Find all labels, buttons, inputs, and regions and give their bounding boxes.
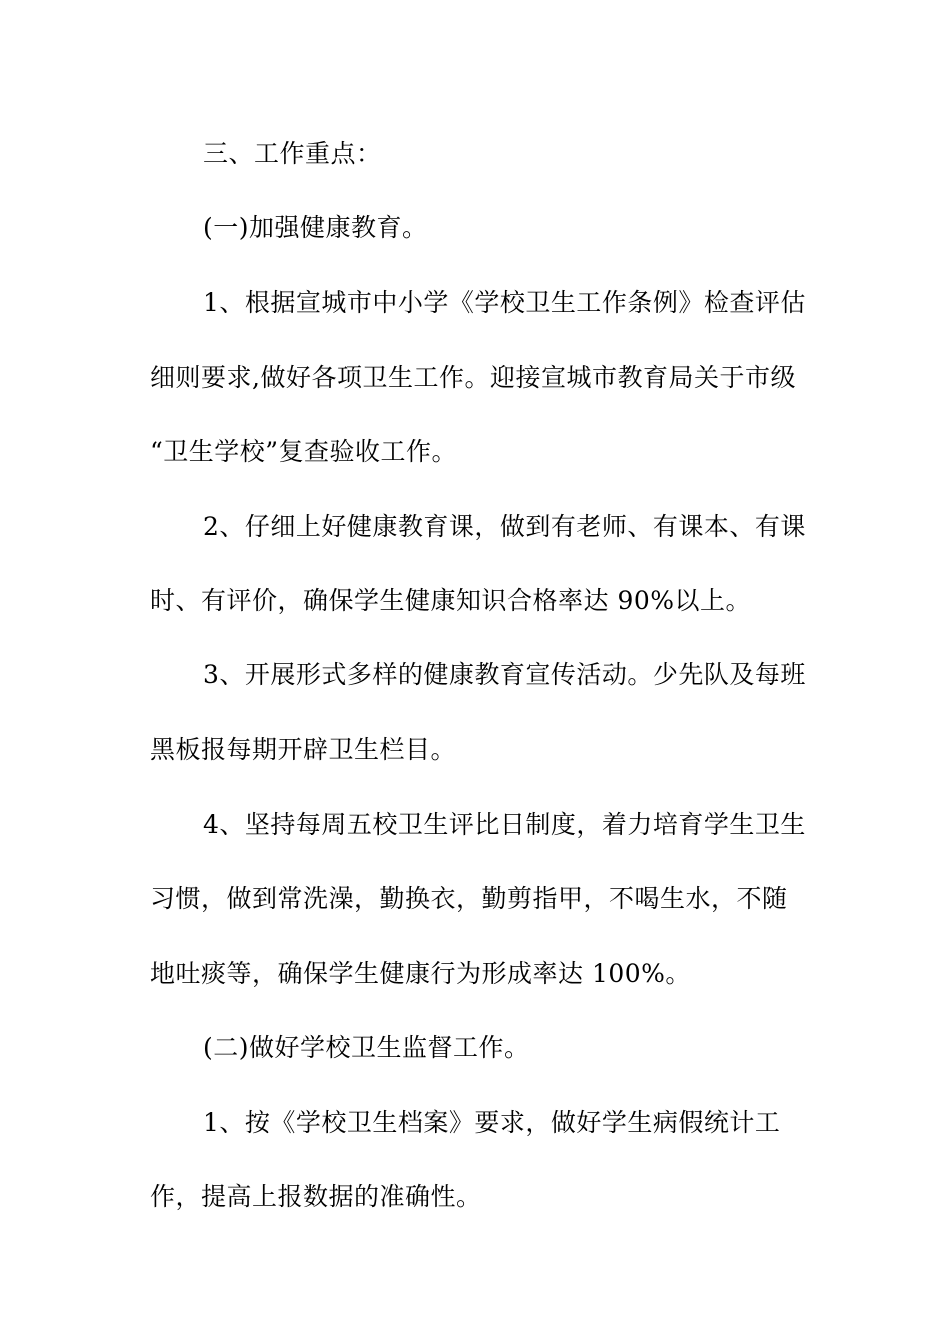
- paragraph-line: 黑板报每期开辟卫生栏目。: [150, 735, 457, 764]
- paragraph-line: 时、有评价，确保学生健康知识合格率达 90%以上。: [150, 586, 752, 615]
- section-heading: 三、工作重点：: [203, 139, 382, 168]
- paragraph-line: “卫生学校”复查验收工作。: [150, 437, 458, 466]
- paragraph-line: 3、开展形式多样的健康教育宣传活动。少先队及每班: [203, 660, 806, 689]
- subsection-heading: (一)加强健康教育。: [203, 213, 428, 242]
- paragraph-line: 细则要求,做好各项卫生工作。迎接宣城市教育局关于市级: [150, 363, 796, 392]
- paragraph-line: 1、根据宣城市中小学《学校卫生工作条例》检查评估: [203, 288, 806, 317]
- paragraph-line: 作，提高上报数据的准确性。: [150, 1182, 482, 1211]
- paragraph-line: 地吐痰等，确保学生健康行为形成率达 100%。: [150, 959, 691, 988]
- paragraph-line: 4、坚持每周五校卫生评比日制度，着力培育学生卫生: [203, 810, 806, 839]
- paragraph-line: 习惯，做到常洗澡，勤换衣，勤剪指甲，不喝生水，不随: [150, 884, 788, 913]
- paragraph-line: 2、仔细上好健康教育课，做到有老师、有课本、有课: [203, 512, 806, 541]
- subsection-heading: (二)做好学校卫生监督工作。: [203, 1033, 530, 1062]
- paragraph-line: 1、按《学校卫生档案》要求，做好学生病假统计工: [203, 1108, 781, 1137]
